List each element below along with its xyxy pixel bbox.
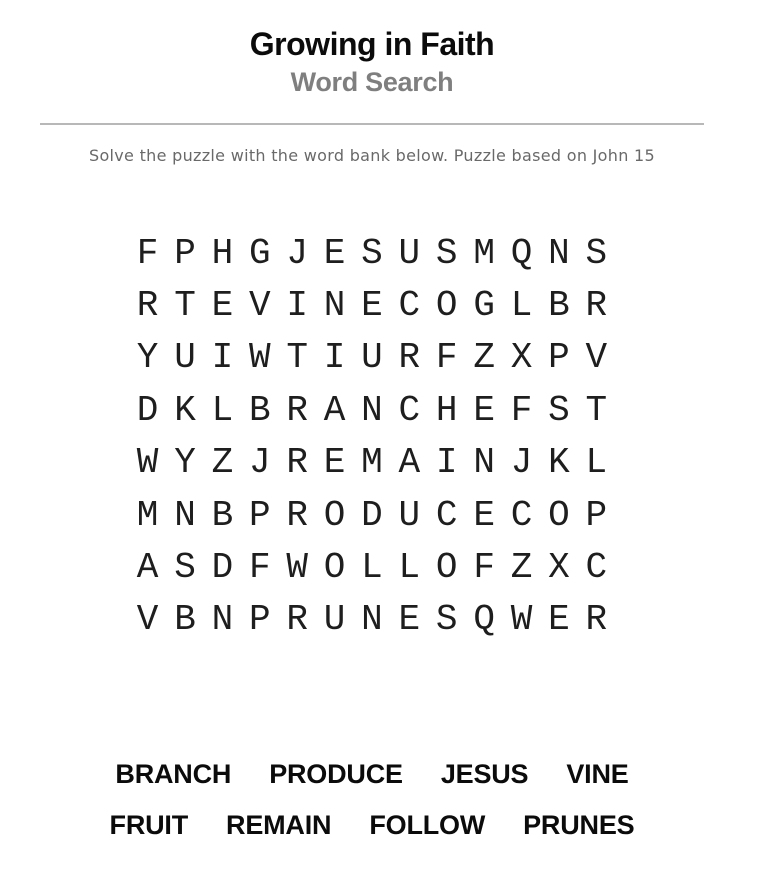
word-prunes: PRUNES [523, 810, 635, 841]
grid-cell-r3c3[interactable]: I [211, 337, 234, 379]
grid-cell-r7c13[interactable]: C [585, 547, 608, 589]
grid-cell-r7c7[interactable]: L [361, 547, 383, 589]
grid-cell-r4c4[interactable]: B [248, 389, 271, 431]
grid-cell-r5c10[interactable]: N [473, 442, 495, 484]
grid-cell-r1c7[interactable]: S [361, 232, 383, 274]
word-branch: BRANCH [115, 759, 232, 790]
header-divider [40, 123, 704, 125]
grid-cell-r2c6[interactable]: N [323, 285, 346, 327]
grid-cell-r4c10[interactable]: E [473, 389, 495, 431]
grid-cell-r1c4[interactable]: G [248, 232, 271, 274]
word-follow: FOLLOW [369, 810, 486, 841]
instruction-text: Solve the puzzle with the word bank below. Puzzle based on John 15 [89, 146, 655, 165]
grid-cell-r4c6[interactable]: A [323, 389, 346, 431]
grid-cell-r5c11[interactable]: J [510, 442, 533, 484]
puzzle-grid [129, 227, 615, 646]
grid-cell-r7c4[interactable]: F [248, 547, 271, 589]
grid-cell-r7c12[interactable]: X [548, 547, 570, 589]
word-remain: REMAIN [226, 810, 332, 841]
grid-cell-r2c11[interactable]: L [510, 285, 533, 327]
grid-cell-r2c13[interactable]: R [585, 285, 608, 327]
word-vine: VINE [566, 759, 629, 790]
grid-cell-r3c13[interactable]: V [585, 337, 608, 379]
page-title: Growing in Faith [249, 26, 495, 62]
grid-cell-r7c3[interactable]: D [211, 547, 234, 589]
word-bank-line1 [0, 758, 744, 790]
grid-cell-r6c6[interactable]: O [323, 494, 346, 536]
grid-cell-r2c1[interactable]: R [136, 285, 159, 327]
grid-cell-r2c4[interactable]: V [248, 285, 271, 327]
grid-cell-r3c5[interactable]: T [286, 337, 308, 379]
grid-cell-r5c1[interactable]: W [136, 442, 159, 484]
grid-cell-r5c13[interactable]: L [585, 442, 608, 484]
grid-cell-r7c11[interactable]: Z [510, 547, 533, 589]
grid-cell-r3c10[interactable]: Z [473, 337, 495, 379]
grid-cell-r3c9[interactable]: F [435, 337, 458, 379]
grid-cell-r1c3[interactable]: H [211, 232, 234, 274]
grid-cell-r2c5[interactable]: I [286, 285, 308, 327]
grid-cell-r1c12[interactable]: N [548, 232, 570, 274]
grid-cell-r5c9[interactable]: I [435, 442, 458, 484]
grid-cell-r8c11[interactable]: W [510, 599, 533, 641]
grid-cell-r8c10[interactable]: Q [473, 599, 495, 641]
grid-cell-r8c2[interactable]: B [174, 599, 196, 641]
grid-cell-r5c2[interactable]: Y [174, 442, 196, 484]
grid-cell-r8c13[interactable]: R [585, 599, 608, 641]
grid-cell-r4c3[interactable]: L [211, 389, 234, 431]
grid-cell-r3c8[interactable]: R [398, 337, 421, 379]
grid-cell-r3c2[interactable]: U [174, 337, 196, 379]
grid-cell-r1c5[interactable]: J [286, 232, 308, 274]
grid-cell-r4c8[interactable]: C [398, 389, 421, 431]
grid-cell-r7c1[interactable]: A [136, 547, 159, 589]
grid-cell-r6c10[interactable]: E [473, 494, 495, 536]
grid-cell-r4c11[interactable]: F [510, 389, 533, 431]
grid-cell-r7c9[interactable]: O [435, 547, 458, 589]
grid-cell-r4c7[interactable]: N [361, 389, 383, 431]
grid-cell-r6c4[interactable]: P [248, 494, 271, 536]
word-produce: PRODUCE [269, 759, 403, 790]
grid-cell-r2c8[interactable]: C [398, 285, 421, 327]
grid-cell-r4c9[interactable]: H [435, 389, 458, 431]
grid-cell-r1c11[interactable]: Q [510, 232, 533, 274]
grid-cell-r3c7[interactable]: U [361, 337, 383, 379]
grid-cell-r6c8[interactable]: U [398, 494, 421, 536]
grid-cell-r2c2[interactable]: T [174, 285, 196, 327]
grid-cell-r6c5[interactable]: R [286, 494, 308, 536]
grid-cell-r6c13[interactable]: P [585, 494, 608, 536]
grid-cell-r8c7[interactable]: N [361, 599, 383, 641]
grid-cell-r6c11[interactable]: C [510, 494, 533, 536]
grid-cell-r2c3[interactable]: E [211, 285, 234, 327]
grid-cell-r4c2[interactable]: K [174, 389, 196, 431]
grid-cell-r3c6[interactable]: I [323, 337, 346, 379]
grid-cell-r6c7[interactable]: D [361, 494, 383, 536]
grid-cell-r1c10[interactable]: M [473, 232, 495, 274]
grid-cell-r8c8[interactable]: E [398, 599, 421, 641]
grid-cell-r1c2[interactable]: P [174, 232, 196, 274]
grid-cell-r5c3[interactable]: Z [211, 442, 234, 484]
grid-cell-r7c10[interactable]: F [473, 547, 495, 589]
grid-cell-r1c1[interactable]: F [136, 232, 159, 274]
grid-cell-r6c2[interactable]: N [174, 494, 196, 536]
grid-cell-r7c2[interactable]: S [174, 547, 196, 589]
grid-cell-r1c13[interactable]: S [585, 232, 608, 274]
grid-cell-r4c5[interactable]: R [286, 389, 308, 431]
grid-cell-r2c9[interactable]: O [435, 285, 458, 327]
grid-cell-r5c6[interactable]: E [323, 442, 346, 484]
grid-cell-r8c6[interactable]: U [323, 599, 346, 641]
grid-cell-r2c10[interactable]: G [473, 285, 495, 327]
grid-cell-r6c12[interactable]: O [548, 494, 570, 536]
grid-cell-r6c3[interactable]: B [211, 494, 234, 536]
grid-cell-r5c7[interactable]: M [361, 442, 383, 484]
grid-cell-r3c4[interactable]: W [248, 337, 271, 379]
grid-cell-r8c12[interactable]: E [548, 599, 570, 641]
grid-cell-r3c11[interactable]: X [510, 337, 533, 379]
word-bank-line2 [0, 809, 744, 841]
grid-cell-r8c4[interactable]: P [248, 599, 271, 641]
grid-cell-r7c8[interactable]: L [398, 547, 421, 589]
grid-cell-r2c7[interactable]: E [361, 285, 383, 327]
grid-cell-r7c5[interactable]: W [286, 547, 308, 589]
grid-cell-r8c3[interactable]: N [211, 599, 234, 641]
grid-cell-r8c5[interactable]: R [286, 599, 308, 641]
grid-cell-r8c1[interactable]: V [136, 599, 159, 641]
grid-cell-r5c8[interactable]: A [398, 442, 421, 484]
page-subtitle: Word Search [290, 67, 454, 97]
grid-cell-r4c1[interactable]: D [136, 389, 159, 431]
word-jesus: JESUS [440, 759, 529, 790]
word-bank [0, 758, 744, 841]
grid-cell-r5c5[interactable]: R [286, 442, 308, 484]
grid-cell-r4c12[interactable]: S [548, 389, 570, 431]
grid-cell-r6c9[interactable]: C [435, 494, 458, 536]
grid-cell-r1c6[interactable]: E [323, 232, 346, 274]
grid-cell-r5c12[interactable]: K [548, 442, 570, 484]
grid-cell-r5c4[interactable]: J [248, 442, 271, 484]
grid-cell-r1c9[interactable]: S [435, 232, 458, 274]
grid-cell-r4c13[interactable]: T [585, 389, 608, 431]
grid-cell-r8c9[interactable]: S [435, 599, 458, 641]
grid-cell-r7c6[interactable]: O [323, 547, 346, 589]
grid-cell-r2c12[interactable]: B [548, 285, 570, 327]
word-fruit: FRUIT [109, 810, 189, 841]
grid-cell-r6c1[interactable]: M [136, 494, 159, 536]
grid-cell-r3c12[interactable]: P [548, 337, 570, 379]
grid-cell-r1c8[interactable]: U [398, 232, 421, 274]
grid-cell-r3c1[interactable]: Y [136, 337, 159, 379]
